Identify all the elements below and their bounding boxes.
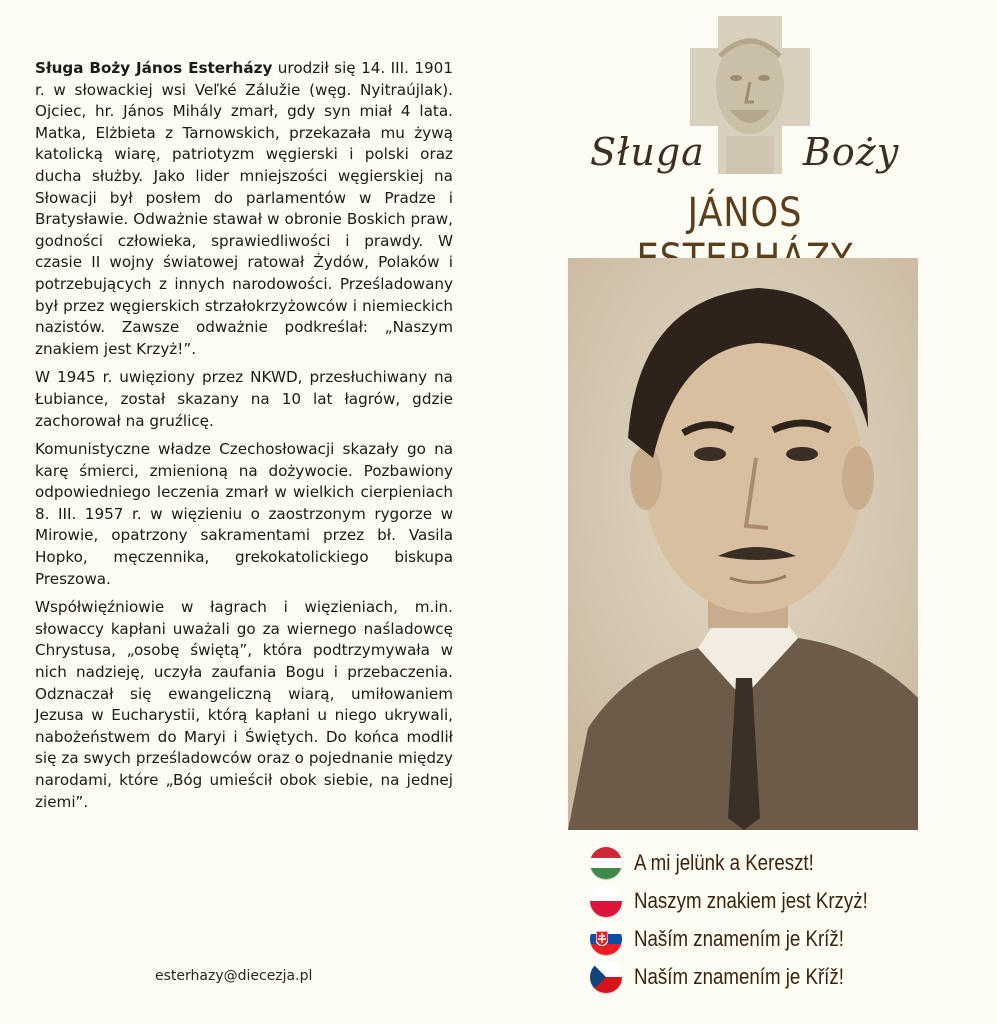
motto-row-hungarian <box>590 844 930 882</box>
motto-text: Naszym znakiem jest Krzyż! <box>634 888 868 913</box>
biography-text <box>35 58 453 820</box>
motto-row-polish <box>590 882 930 920</box>
biography-paragraph-4: Współwięźniowie w łagrach i więzieniach, m.in. słowaccy kapłani uważali go za wiernego naśladowcę Chrystusa, „osobę świętą”, która podtrzymywała w nich nadzieję, uczyła zaufania Bogu i przebaczenia. Odznaczał się ewangeliczną wiarą, umiłowaniem Jezusa w Eucharystii, którą kapłani u niego ukrywali, nabożeństwem do Maryi i Świętych. Do końca modlił się za swych prześladowców oraz o pojednanie między narodami, które „Bóg umieścił obok siebie, na jednej ziemi”. <box>35 598 453 811</box>
page-title: JÁNOS <box>687 190 803 236</box>
slovakia-flag-icon <box>590 923 622 955</box>
motto-row-czech <box>590 958 930 996</box>
motto-text: A mi jelünk a Kereszt! <box>634 850 814 875</box>
biography-paragraph-1 <box>35 58 453 360</box>
motto-text: Naším znamením je Kríž! <box>634 926 844 951</box>
header-bozy: Boży <box>803 130 900 174</box>
motto-text: Naším znamením je Kříž! <box>634 964 844 989</box>
czech-flag-icon <box>590 961 622 993</box>
motto-list <box>590 844 930 996</box>
portrait-photo <box>568 258 918 830</box>
biography-paragraph-2: W 1945 r. uwięziony przez NKWD, przesłuchiwany na Łubiance, został skazany na 10 lat łagrów, gdzie zachorował na gruźlicę. <box>35 368 453 430</box>
header-sluga: Sługa <box>590 130 705 174</box>
biography-lead: Sługa Boży János Esterházy <box>35 59 273 77</box>
poland-flag-icon <box>590 885 622 917</box>
hungary-flag-icon <box>590 847 622 879</box>
biography-p1-rest: urodził się 14. III. 1901 r. w słowackiej wsi Veľké Zálužie (węg. Nyitraújlak). Ojciec, hr. János Mihály zmarł, gdy syn miał 4 lata. Matka, Elżbieta z Tarnowskich, przekazała mu żywą katolicką wiarę, patriotyzm węgierski i polski oraz ducha służby. Jako lider mniejszości węgierskiej na Słowacji był posłem do parlamentów w Pradze i Bratysławie. Odważnie stawał w obronie Boskich praw, godności człowieka, sprawiedliwości i prawdy. W czasie II wojny światowej ratował Żydów, Polaków i potrzebujących z innych narodowości. Prześladowany był przez węgierskich strzałokrzyżowców i niemieckich nazistów. Zawsze odważnie podkreślał: „Naszym znakiem jest Krzyż!”. <box>35 59 453 358</box>
biography-paragraph-3: Komunistyczne władze Czechosłowacji skazały go na karę śmierci, zmienioną na dożywocie. Pozbawiony odpowiedniego leczenia zmarł w wielkich cierpieniach 8. III. 1957 r. w więzieniu o zaostrzonym rygorze w Mirowie, opatrzony sakramentami przez bł. Vasila Hopko, męczennika, grekokatolickiego biskupa Preszowa. <box>35 440 453 588</box>
relief-bust-image <box>690 16 810 174</box>
contact-email[interactable]: esterhazy@diecezja.pl <box>155 968 313 984</box>
motto-row-slovak <box>590 920 930 958</box>
